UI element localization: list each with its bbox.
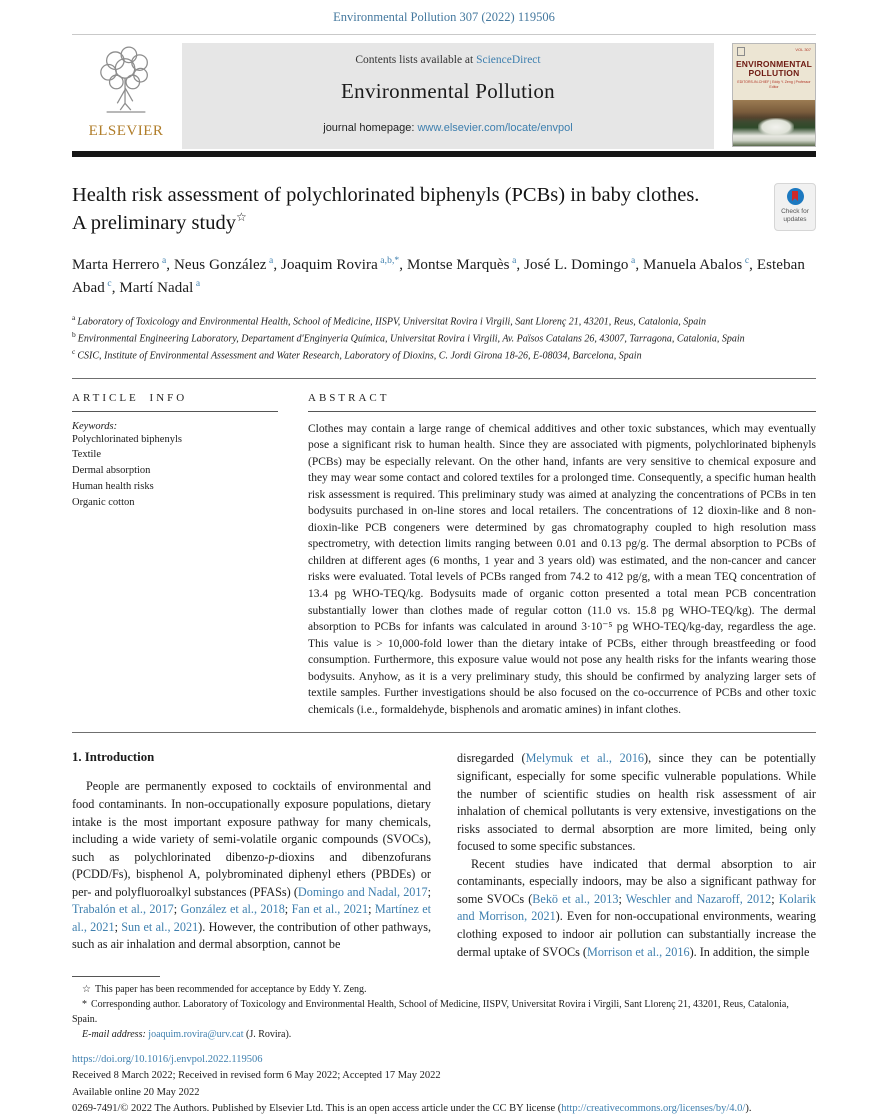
author-separator: , bbox=[273, 256, 282, 273]
received-dates: Received 8 March 2022; Received in revised form 6 May 2022; Accepted 17 May 2022 bbox=[72, 1070, 441, 1082]
article-title-line1: Health risk assessment of polychlorinated biphenyls (PCBs) in baby clothes. bbox=[72, 184, 700, 206]
affiliation-line bbox=[72, 330, 816, 347]
elsevier-tree-icon bbox=[95, 45, 157, 122]
keyword-item: Textile bbox=[72, 449, 102, 461]
article-title-line2: A preliminary study bbox=[72, 212, 236, 235]
footnotes bbox=[72, 976, 816, 1042]
citation-link[interactable]: Trabalón et al., 2017 bbox=[72, 902, 174, 917]
available-online: Available online 20 May 2022 bbox=[72, 1086, 200, 1098]
text-run: ; bbox=[114, 919, 122, 934]
affiliation-sup: c bbox=[72, 346, 76, 356]
check-for-updates-badge[interactable] bbox=[774, 183, 816, 231]
abstract-text: Clothes may contain a large range of chemical additives and other toxic substances, which may eventually pose a significant risk to human health. Since they are associated with pigments, polychlorinated biphenyls (PCBs) may be especially relevant. On the other hand, infants are very sensitive to chemical exposure and they may wear some contact and colored textiles for a prolonged time. Consequently, a specific human health risk assessment is required. This preliminary study was aimed at analyzing the concentrations of PCBs in ten bodysuits purchased in on-line stores and local retailers. The concentrations of 12 dioxin-like and 8 non-dioxin-like PCB congeners were determined by gas chromatography coupled to high resolution mass spectrometry, with detection limits ranging between 0.01 and 0.13 pg/g. The dermal absorption to PCBs of children at different ages (6 months, 1 year and 3 years old) was estimated, and the non-cancer and cancer risks were evaluated. Total levels of PCBs ranged from 74.2 to 412 pg/g, with a mean TEQ concentration of 13.4 pg WHO-TEQ/kg. Bodysuits made of organic cotton presented a total mean PCB concentration substantially lower than clothes made of regular cotton (11.0 vs. 15.8 pg WHO-TEQ/kg). The dermal absorption to PCBs for infants was calculated in around 3·10⁻⁵ pg WHO-TEQ/kg-day, regardless the age. This value is > 10,000-fold lower than the dietary intake of PCBs, either through breastfeeding or food consumption. Furthermore, this exposure value would not pose any health risks for the infants wearing those bodysuits. Anyhow, as it is a very preliminary study, this should be confirmed by analyzing larger sets of textile samples. Further investigations should be also focused on the co-occurrence of PCBs and other toxic chemicals (i.e., formaldehyde, bisphenols and aromatic amines) in infant clothes. bbox=[308, 422, 816, 716]
author-name: Joaquim Rovira bbox=[281, 256, 378, 273]
article-info-column bbox=[72, 392, 294, 719]
masthead-black-bar bbox=[72, 151, 816, 157]
license-link[interactable]: http://creativecommons.org/licenses/by/4.0/ bbox=[561, 1102, 746, 1114]
cover-header bbox=[733, 44, 815, 102]
cover-title-line2: POLLUTION bbox=[748, 68, 800, 79]
keyword-item: Organic cotton bbox=[72, 496, 135, 508]
body-paragraph bbox=[72, 778, 431, 954]
author-affiliation-sup: a bbox=[628, 255, 636, 266]
cover-publisher-icon bbox=[737, 47, 745, 56]
citation-link[interactable]: Martínez et al., 2021 bbox=[72, 902, 432, 934]
affiliation-sup: a bbox=[72, 313, 76, 323]
affiliation-list bbox=[72, 313, 816, 363]
text-run: disregarded ( bbox=[457, 751, 526, 766]
abstract-bottom-divider bbox=[72, 732, 816, 733]
email-link[interactable]: joaquim.rovira@urv.cat bbox=[148, 1029, 244, 1041]
cover-editors: EDITORS-IN-CHIEF | Eddy Y. Zeng | Professor Editor bbox=[737, 80, 811, 89]
title-footnote-marker[interactable]: ☆ bbox=[235, 210, 247, 225]
badge-label bbox=[781, 208, 809, 224]
citation-link[interactable]: González et al., 2018 bbox=[180, 902, 285, 917]
citation-link[interactable]: Weschler and Nazaroff, 2012 bbox=[625, 891, 772, 906]
keyword-item: Polychlorinated biphenyls bbox=[72, 433, 182, 445]
elsevier-wordmark: ELSEVIER bbox=[88, 123, 164, 139]
author-name: José L. Domingo bbox=[524, 256, 629, 273]
footnote-corresponding-author bbox=[72, 997, 816, 1027]
homepage-line bbox=[182, 122, 714, 134]
author-name: Neus González bbox=[174, 256, 267, 273]
introduction-section bbox=[72, 750, 816, 961]
author-affiliation-sup: c bbox=[104, 278, 112, 289]
author-separator: , bbox=[516, 256, 525, 273]
text-run: People are permanently exposed to cocktails of environmental and food contaminants. In non-occupationally exposure populations, dietary intake is the most important exposure pathway for many chemicals, including a wide variety of semi-volatile organic compounds (SVOCs), such as polychlorinated dibenzo- bbox=[72, 779, 431, 864]
author-separator: , bbox=[749, 256, 757, 273]
author-name: Martí Nadal bbox=[119, 279, 194, 296]
text-run: ; bbox=[771, 891, 779, 906]
cover-issue-tag: VOL 307 bbox=[795, 47, 811, 52]
author-name: Montse Marquès bbox=[406, 256, 510, 273]
masthead bbox=[72, 43, 816, 149]
copyright-suffix: ). bbox=[745, 1102, 752, 1114]
citation-link[interactable]: Kolarik and Morrison, 2021 bbox=[457, 891, 816, 924]
intro-right-paragraphs bbox=[457, 750, 816, 961]
elsevier-logo[interactable] bbox=[72, 43, 180, 149]
journal-title: Environmental Pollution bbox=[341, 79, 555, 103]
text-run: ; bbox=[427, 884, 431, 899]
article-title bbox=[72, 181, 748, 238]
text-run: ; bbox=[618, 891, 626, 906]
citation-link[interactable]: Melymuk et al., 2016 bbox=[525, 751, 645, 766]
text-run: ). Even for non-occupational environments, wearing clothing exposed to indoor air pollution can substantially increase the dermal uptake of SVOCs ( bbox=[457, 909, 816, 959]
author-affiliation-sup: a,b,* bbox=[377, 255, 400, 266]
text-run: ), since they can be potentially significant, especially for some specific vulnerable populations. While the number of scientific studies on health risk assessment of air inhalation of chemical pollutants is very extensive, investigations on the risks associated to dermal absorption are more limited, being only focused to some specific substances. bbox=[457, 751, 816, 854]
homepage-link[interactable]: www.elsevier.com/locate/envpol bbox=[417, 122, 573, 134]
keywords-label: Keywords: bbox=[72, 420, 118, 432]
footnote-asterisk-marker: * bbox=[82, 999, 87, 1011]
affiliation-text: CSIC, Institute of Environmental Assessment and Water Research, Laboratory of Dioxins, C. Jordi Girona 18-26, E-08034, Barcelona, Spain bbox=[77, 350, 642, 362]
footnote-star-text: This paper has been recommended for acceptance by Eddy Y. Zeng. bbox=[94, 984, 367, 996]
footnote-star-marker: ☆ bbox=[82, 984, 91, 996]
journal-cover-thumbnail[interactable] bbox=[732, 43, 816, 147]
journal-citation: Environmental Pollution 307 (2022) 119506 bbox=[333, 10, 555, 24]
copyright-text: 0269-7491/© 2022 The Authors. Published by Elsevier Ltd. This is an open access article under the CC BY license ( bbox=[72, 1102, 562, 1114]
copyright-line bbox=[72, 1101, 816, 1117]
bookmark-icon bbox=[792, 191, 798, 201]
citation-link[interactable]: Fan et al., 2021 bbox=[291, 902, 369, 917]
intro-left-paragraphs bbox=[72, 778, 431, 954]
author-affiliation-sup: a bbox=[159, 255, 167, 266]
author-separator: , bbox=[635, 256, 644, 273]
crossmark-icon bbox=[787, 188, 804, 205]
body-paragraph bbox=[457, 856, 816, 961]
contents-line bbox=[182, 54, 714, 66]
keyword-item: Human health risks bbox=[72, 480, 154, 492]
doi-link[interactable]: https://doi.org/10.1016/j.envpol.2022.119506 bbox=[72, 1054, 263, 1066]
article-info-heading: ARTICLE INFO bbox=[72, 392, 278, 412]
top-divider bbox=[72, 34, 816, 35]
email-label: E-mail address: bbox=[82, 1029, 146, 1041]
affiliation-line bbox=[72, 347, 816, 364]
abstract-column bbox=[308, 392, 816, 719]
cover-title-line1: ENVIRONMENTAL bbox=[735, 59, 813, 69]
introduction-heading: 1. Introduction bbox=[72, 750, 155, 765]
author-separator: , bbox=[111, 279, 120, 296]
author-affiliation-sup: a bbox=[266, 255, 274, 266]
affiliation-text: Laboratory of Toxicology and Environmental Health, School of Medicine, IISPV, Universitat Rovira i Virgili, Sant Llorenç 21, 43201, Reus, Catalonia, Spain bbox=[77, 316, 706, 328]
footnote-email bbox=[72, 1027, 816, 1042]
text-run: ; bbox=[284, 902, 292, 917]
text-run: Recent studies have indicated that dermal absorption to air contaminants, especially indoors, may be also a significant pathway for some SVOCs ( bbox=[457, 856, 816, 906]
homepage-label: journal homepage: bbox=[323, 122, 418, 134]
author-name: Manuela Abalos bbox=[643, 256, 743, 273]
email-suffix: (J. Rovira). bbox=[243, 1029, 292, 1041]
text-run: ; bbox=[368, 902, 375, 917]
text-run: -dioxins and dibenzofurans (PCDD/Fs), bisphenol A, polybrominated diphenyl ethers (PBDEs) or per- and polyfluoroalkyl substances (PFASs) ( bbox=[72, 849, 431, 899]
badge-label-line2: updates bbox=[783, 216, 807, 224]
citation-link[interactable]: Morrison et al., 2016 bbox=[586, 944, 690, 959]
author-separator: , bbox=[399, 256, 407, 273]
badge-label-line1: Check for bbox=[781, 208, 809, 215]
title-block bbox=[72, 181, 774, 238]
cover-title bbox=[733, 60, 815, 79]
keyword-item: Dermal absorption bbox=[72, 465, 151, 477]
sciencedirect-link[interactable]: ScienceDirect bbox=[476, 54, 541, 66]
masthead-center bbox=[182, 43, 714, 149]
author-affiliation-sup: a bbox=[509, 255, 517, 266]
author-separator: , bbox=[166, 256, 174, 273]
author-name: Esteban Abad bbox=[72, 256, 806, 296]
keywords-list bbox=[72, 432, 294, 511]
text-run: ). However, the contribution of other pathways, such as air inhalation and dermal absorption, cannot be bbox=[72, 919, 432, 952]
affiliation-line bbox=[72, 313, 816, 330]
author-list bbox=[72, 254, 816, 301]
intro-left-column bbox=[72, 750, 431, 961]
abstract-heading: ABSTRACT bbox=[308, 392, 816, 412]
citation-link[interactable]: Bekö et al., 2013 bbox=[532, 891, 619, 906]
footnote-divider bbox=[72, 976, 160, 977]
citation-link[interactable]: Sun et al., 2021 bbox=[121, 919, 199, 934]
footnote-corresponding-text: Corresponding author. Laboratory of Toxicology and Environmental Health, School of Medicine, IISPV, Universitat Rovira i Virgili, Sant Llorenç 21, 43201, Reus, Catalonia, Spain. bbox=[72, 999, 789, 1026]
affiliation-sup: b bbox=[72, 329, 76, 339]
article-footer bbox=[72, 1052, 816, 1117]
info-abstract-row bbox=[72, 379, 816, 731]
contents-prefix: Contents lists available at bbox=[355, 54, 477, 66]
author-affiliation-sup: a bbox=[193, 278, 201, 289]
text-run: ). In addition, the simple bbox=[689, 944, 810, 959]
title-row bbox=[72, 181, 816, 238]
affiliation-text: Environmental Engineering Laboratory, Departament d'Enginyeria Química, Universitat Rovira i Virgili, Av. Països Catalans 26, 43007, Tarragona, Catalonia, Spain bbox=[77, 333, 745, 345]
italic-text: p bbox=[268, 849, 275, 864]
author-affiliation-sup: c bbox=[742, 255, 750, 266]
footnote-recommendation bbox=[72, 982, 816, 997]
cover-photo bbox=[733, 100, 815, 146]
author-name: Marta Herrero bbox=[72, 256, 160, 273]
body-paragraph bbox=[457, 750, 816, 855]
intro-right-column bbox=[457, 750, 816, 961]
citation-link[interactable]: Domingo and Nadal, 2017 bbox=[297, 884, 428, 899]
text-run: ; bbox=[173, 902, 181, 917]
